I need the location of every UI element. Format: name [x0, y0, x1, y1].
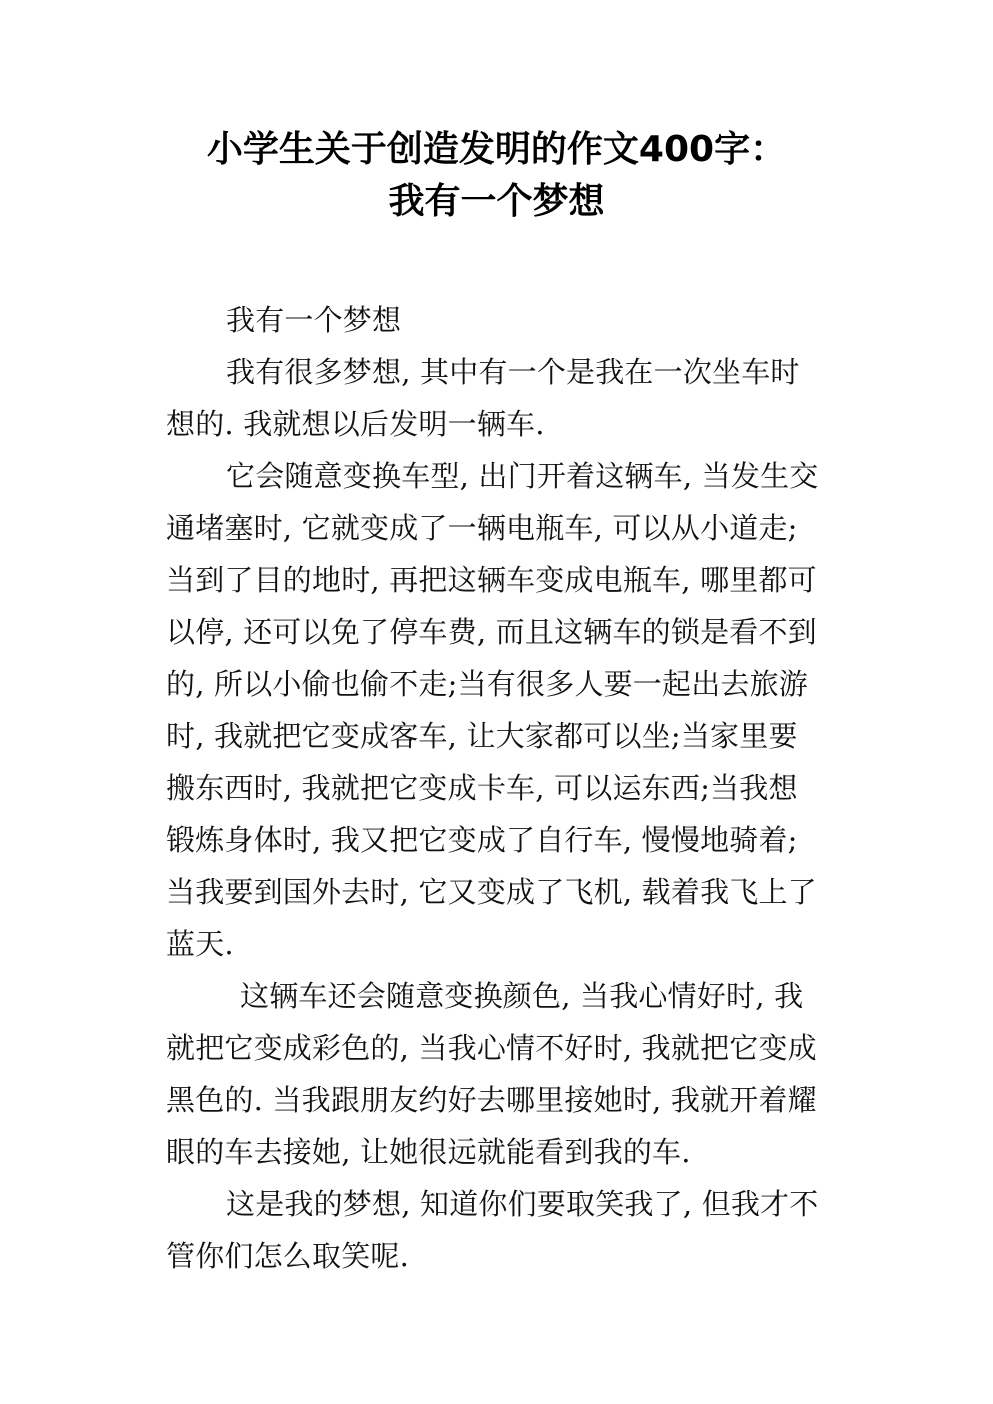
body-text-line: 我有很多梦想, 其中有一个是我在一次坐车时 — [226, 355, 800, 389]
body-text-line: 的, 所以小偷也偷不走;当有很多人要一起出去旅游 — [166, 667, 809, 701]
body-text-line: 通堵塞时, 它就变成了一辆电瓶车, 可以从小道走; — [166, 511, 798, 545]
body-text-line: 时, 我就把它变成客车, 让大家都可以坐;当家里要 — [166, 719, 798, 753]
body-text-line: 以停, 还可以免了停车费, 而且这辆车的锁是看不到 — [166, 615, 817, 649]
body-text-line: 这是我的梦想, 知道你们要取笑我了, 但我才不 — [226, 1187, 819, 1221]
body-text-line: 眼的车去接她, 让她很远就能看到我的车. — [166, 1135, 691, 1169]
body-text-line: 当到了目的地时, 再把这辆车变成电瓶车, 哪里都可 — [166, 563, 817, 597]
body-text-line: 就把它变成彩色的, 当我心情不好时, 我就把它变成 — [166, 1031, 817, 1065]
body-text-line: 这辆车还会随意变换颜色, 当我心情好时, 我 — [240, 979, 804, 1013]
document-title-line-2: 我有一个梦想 — [388, 181, 605, 222]
body-text-line: 我有一个梦想 — [226, 303, 402, 337]
body-text-line: 搬东西时, 我就把它变成卡车, 可以运东西;当我想 — [166, 771, 798, 805]
body-text-line: 蓝天. — [166, 927, 234, 961]
document-title-line-1: 小学生关于创造发明的作文400字： — [206, 129, 787, 170]
body-text-line: 管你们怎么取笑呢. — [166, 1239, 410, 1273]
body-text-line: 锻炼身体时, 我又把它变成了自行车, 慢慢地骑着; — [166, 823, 798, 857]
body-text-line: 它会随意变换车型, 出门开着这辆车, 当发生交 — [226, 459, 819, 493]
body-text-line: 想的. 我就想以后发明一辆车. — [166, 407, 545, 441]
body-text-line: 黑色的. 当我跟朋友约好去哪里接她时, 我就开着耀 — [166, 1083, 817, 1117]
body-text-line: 当我要到国外去时, 它又变成了飞机, 载着我飞上了 — [166, 875, 817, 909]
